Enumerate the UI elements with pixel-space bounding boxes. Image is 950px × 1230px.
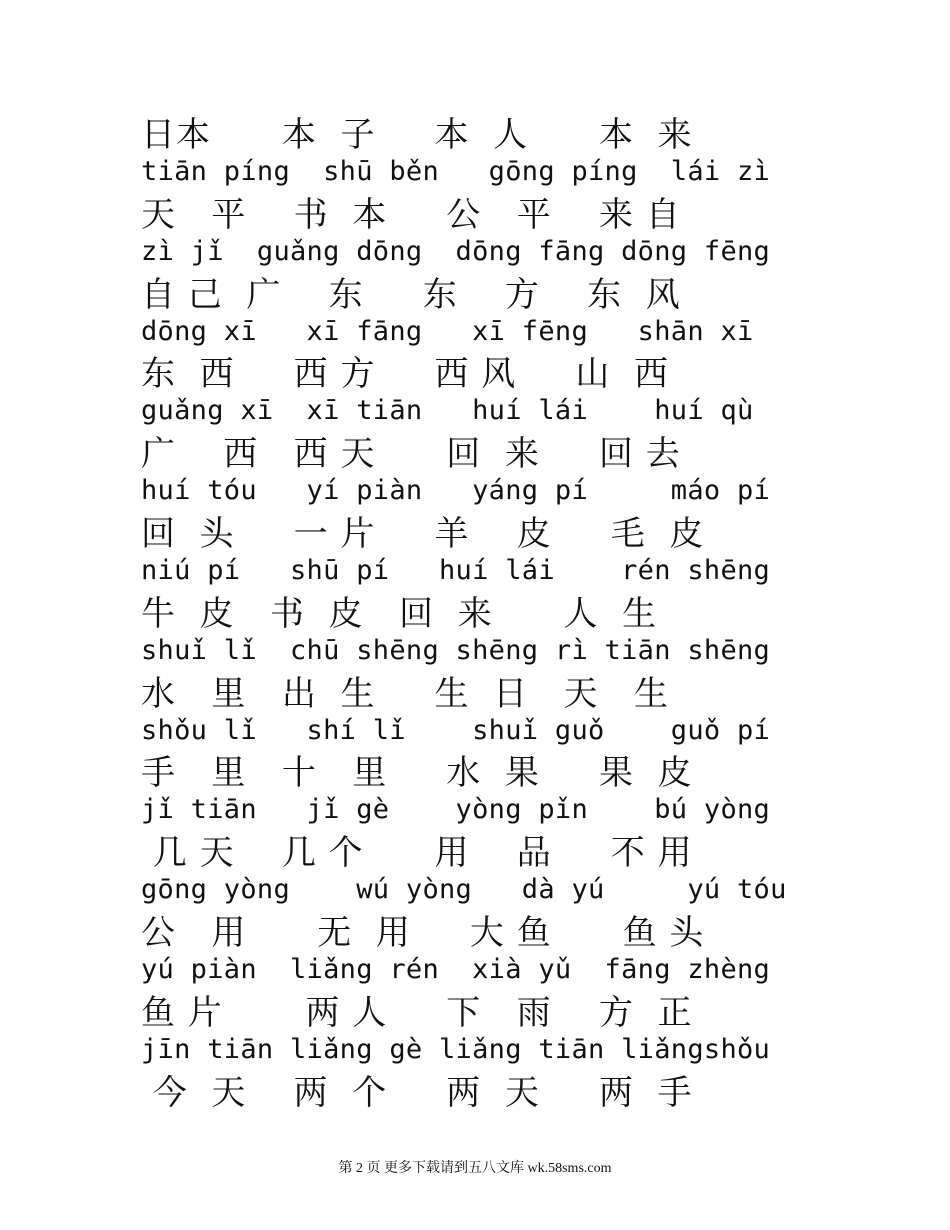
hanzi-line: 回 头 一 片 羊 皮 毛 皮 [141, 514, 705, 554]
hanzi-line: 东 西 西 方 西 风 山 西 [141, 354, 669, 395]
page-footer: 第 2 页 更多下载请到五八文库 wk.58sms.com [338, 1161, 612, 1176]
pinyin-line: huí tóu yí piàn yáng pí máo pí [141, 475, 771, 507]
hanzi-line: 广 西 西 天 回 来 回 去 [141, 434, 681, 475]
hanzi-line: 天 平 书 本 公 平 来 自 [141, 194, 681, 235]
pinyin-line: tiān píng shū běn gōng píng lái zì [141, 155, 771, 187]
hanzi-line: 牛 皮 书 皮 回 来 人 生 [141, 593, 658, 634]
pinyin-line: jīn tiān liǎng gè liǎng tiān liǎngshǒu [141, 1033, 771, 1065]
hanzi-line: 自 己 广 东 东 方 东 风 [141, 274, 681, 315]
pinyin-line: gōng yòng wú yòng dà yú yú tóu [141, 874, 787, 906]
pinyin-line: zì jǐ guǎng dōng dōng fāng dōng fēng [141, 235, 771, 267]
pinyin-line: dōng xī xī fāng xī fēng shān xī [141, 315, 754, 347]
hanzi-line: 今 天 两 个 两 天 两 手 [141, 1072, 693, 1113]
hanzi-line: 几 天 几 个 用 品 不 用 [141, 833, 693, 874]
hanzi-line: 鱼 片 两 人 下 雨 方 正 [141, 992, 693, 1033]
hanzi-line: 手 里 十 里 水 果 果 皮 [141, 753, 693, 794]
pinyin-line: yú piàn liǎng rén xià yǔ fāng zhèng [141, 953, 771, 985]
pinyin-line: jǐ tiān jǐ gè yòng pǐn bú yòng [141, 794, 771, 826]
hanzi-line: 公 用 无 用 大 鱼 鱼 头 [141, 913, 705, 953]
pinyin-line: niú pí shū pí huí lái rén shēng [141, 554, 771, 586]
hanzi-line: 水 里 出 生 生 日 天 生 [141, 673, 669, 714]
pinyin-line: guǎng xī xī tiān huí lái huí qù [141, 395, 754, 427]
hanzi-line: 日本 本 子 本 人 本 来 [141, 115, 693, 155]
pinyin-line: shǒu lǐ shí lǐ shuǐ guǒ guǒ pí [141, 714, 771, 746]
pinyin-line: shuǐ lǐ chū shēng shēng rì tiān shēng [141, 634, 771, 666]
